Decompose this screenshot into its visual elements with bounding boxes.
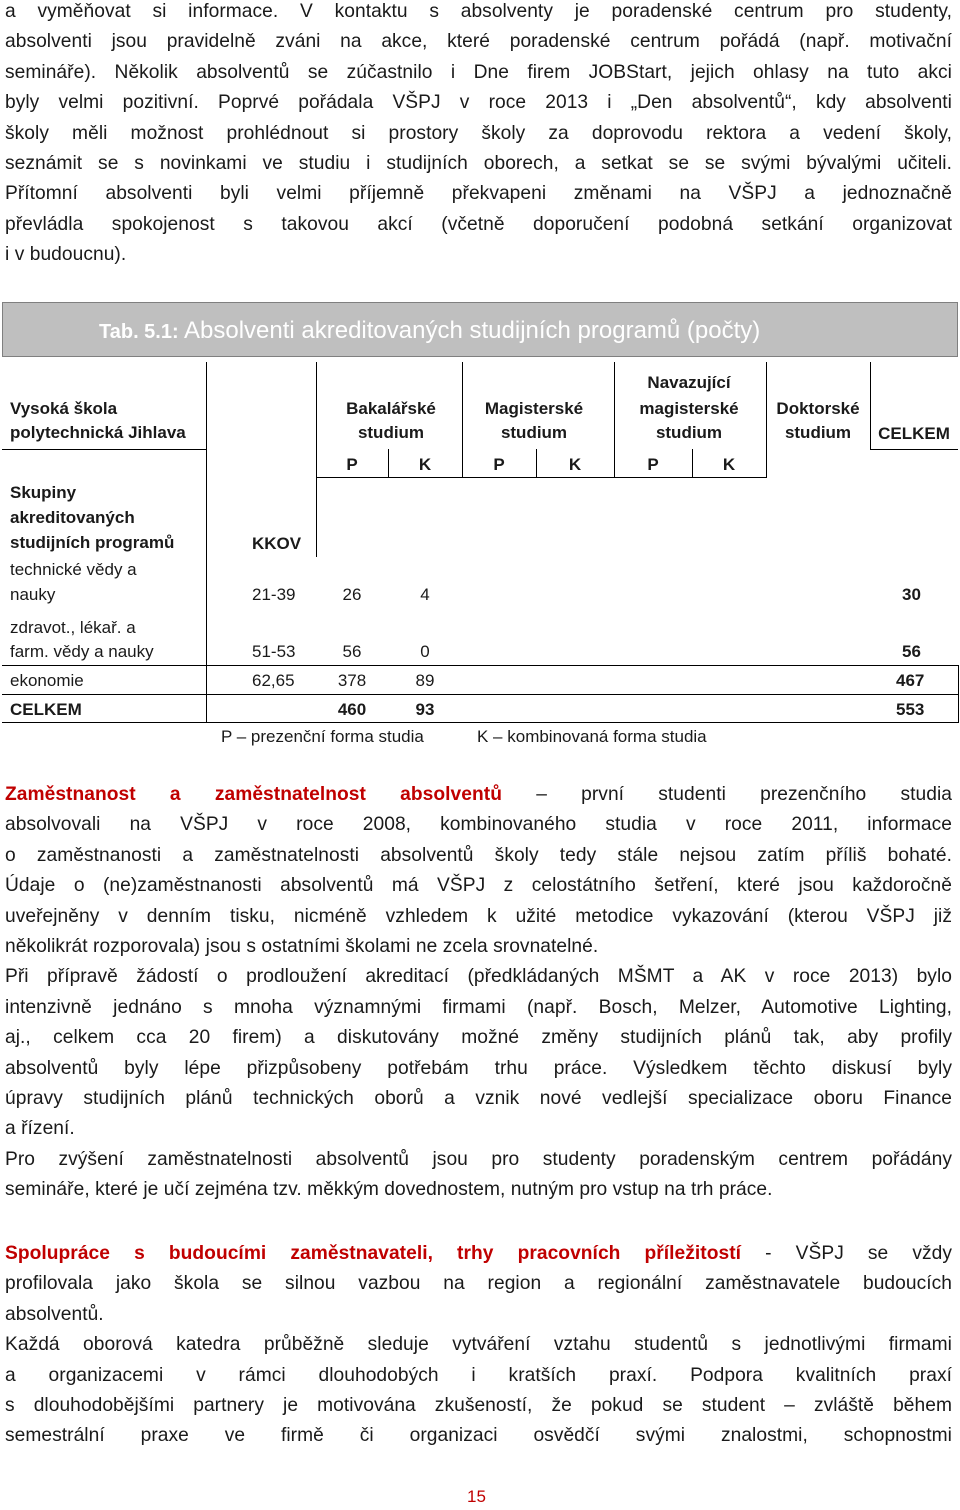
col-master-2: studium [500, 423, 568, 442]
text-line: a organizacemi v rámci dlouhodobých i kratších praxí. Podpora kvalitních praxí [5, 1364, 952, 1386]
text-line: seznámit se s novinkami ve studiu i studijních oborech, a setkat se se svými bývalými učiteli. [5, 152, 952, 174]
table-rule [462, 362, 463, 478]
text-line: uveřejněny v denním tisku, nicméně vzhledem k užité metodice vykazování (kterou VŠPJ již [5, 905, 952, 927]
text-line: Spolupráce s budoucími zaměstnavateli, trhy pracovních příležitostí - VŠPJ se vždy [5, 1243, 952, 1264]
text-line: s dlouhodobějšími partnery je motivována zkušeností, že pokud se student – zvláště během [5, 1394, 952, 1416]
row-technical-bak-p: 26 [342, 585, 362, 604]
text-line: profilovala jako škola se silnou vazbou na region a regionální zaměstnavatele budoucích [5, 1273, 952, 1295]
table-rule [316, 477, 317, 557]
row-economics-bak-p: 378 [337, 671, 367, 690]
table-rule [388, 449, 389, 478]
cooperation-section [5, 1239, 952, 1452]
row-health-bak-k: 0 [420, 642, 430, 661]
text-line: úpravy studijních plánů technických oborů a vznik nové vedlejší specializace oboru Finance [5, 1087, 952, 1109]
institution-name-2: polytechnická Jihlava [10, 423, 186, 442]
legend-k: K – kombinovaná forma studia [477, 727, 707, 746]
table-rule [692, 449, 693, 478]
employment-section [5, 780, 952, 1205]
table-rule [870, 362, 871, 450]
row-technical-total: 30 [902, 585, 921, 604]
text-line: Přítomní absolventi byli velmi příjemně překvapeni změnami na VŠPJ a jednoznačně [5, 183, 952, 205]
text-line: o zaměstnanosti a zaměstnatelnosti absolventů školy tedy stále nejsou zatím příliš bohaté. [5, 844, 952, 866]
kkov-header: KKOV [252, 534, 302, 553]
groups-header-2: akreditovaných [10, 508, 135, 527]
section-heading-cooperation: Spolupráce s budoucími zaměstnavateli, trhy pracovních příležitostí [5, 1243, 742, 1264]
text-line: absolvovali na VŠPJ v roce 2008, kombinovaného studia v roce 2011, informace [5, 814, 952, 836]
text-line: semináře). Několik absolventů se zúčastnilo i Dne firem JOBStart, jejich ohlasy na tuto akci [5, 61, 952, 83]
row-health-name-2: farm. vědy a nauky [10, 642, 154, 661]
table-title-bar [2, 302, 958, 357]
sub-k-follow-up: K [722, 455, 736, 474]
text-line: aj., celkem cca 20 firem) a diskutovány možné změny studijních plánů tak, aby profily [5, 1027, 952, 1049]
text-line: a vyměňovat si informace. V kontaktu s absolventy je poradenské centrum pro studenty, [5, 1, 952, 22]
row-total-bak-p: 460 [337, 700, 367, 719]
row-health-total: 56 [902, 642, 921, 661]
groups-header-3: studijních programů [10, 533, 175, 552]
table-rule [766, 362, 767, 478]
sub-k-bachelor: K [418, 455, 432, 474]
text-line: Zaměstnanost a zaměstnatelnost absolventů – první studenti prezenčního studia [5, 784, 952, 805]
table-rule [206, 362, 207, 722]
text-line: absolventi jsou pravidelně zváni na akce, které poradenské centrum pořádá (např. motivační [5, 31, 952, 53]
table-title [99, 317, 760, 345]
sub-k-master: K [568, 455, 582, 474]
col-bachelor: Bakalářské [346, 399, 436, 418]
row-total-name: CELKEM [10, 700, 82, 719]
row-health-kkov: 51-53 [252, 642, 296, 661]
table-rule [870, 449, 958, 450]
text-line: Při přípravě žádostí o prodloužení akreditací (předkládaných MŠMT a AK v roce 2013) bylo [5, 966, 952, 988]
col-follow-up-master: Navazující [647, 373, 731, 392]
text-line: intenzivně jednáno s mnoha významnými firmami (např. Bosch, Melzer, Automotive Lighting, [5, 996, 952, 1018]
table-rule [2, 665, 958, 666]
institution-name: Vysoká škola [10, 399, 118, 418]
text-line: byly velmi pozitivní. Poprvé pořádala VŠPJ v roce 2013 i „Den absolventů“, kdy absolventi [5, 92, 952, 114]
row-technical-bak-k: 4 [420, 585, 430, 604]
row-total-total: 553 [896, 700, 925, 719]
sub-p-bachelor: P [346, 455, 358, 474]
table-rule [316, 477, 766, 478]
text-line: několikrát rozporovala) jsou s ostatními školami ne zcela srovnatelné. [5, 935, 599, 957]
row-health-name: zdravot., lékař. a [10, 618, 136, 637]
intro-paragraph [5, 0, 952, 271]
table-rule [536, 449, 537, 478]
text-line: absolventů byly lépe přizpůsobeny potřebám trhu práce. Výsledkem těchto diskusí byly [5, 1057, 952, 1079]
table-rule [2, 449, 206, 450]
table-rule [2, 694, 958, 695]
section-heading-employment: Zaměstnanost a zaměstnatelnost absolventů [5, 784, 502, 805]
row-health-bak-p: 56 [342, 642, 362, 661]
text-line: a řízení. [5, 1118, 75, 1140]
row-economics-bak-k: 89 [415, 671, 435, 690]
text-line: absolventů. [5, 1303, 104, 1325]
table-caption: Absolventi akreditovaných studijních programů (počty) [178, 317, 761, 344]
row-technical-name-2: nauky [10, 585, 56, 604]
col-total: CELKEM [878, 424, 950, 443]
col-bachelor-2: studium [357, 423, 425, 442]
row-technical-name: technické vědy a [10, 560, 137, 579]
text-line: Údaje o (ne)zaměstnanosti absolventů má VŠPJ z celostátního šetření, které jsou každoročně [5, 875, 952, 897]
col-master: Magisterské [484, 399, 584, 418]
col-follow-up-master-3: studium [655, 423, 723, 442]
text-line: semestrální praxe ve firmě či organizaci osvědčí svými znalostmi, schopnostmi [5, 1425, 952, 1447]
row-economics-kkov: 62,65 [252, 671, 295, 690]
text-line: semináře, které je učí zejména tzv. měkkým dovednostem, nutným pro vstup na trh práce. [5, 1179, 773, 1201]
row-economics-name: ekonomie [10, 671, 84, 690]
col-doctoral-2: studium [784, 423, 852, 442]
table-rule [958, 665, 959, 723]
groups-header: Skupiny [10, 483, 77, 502]
col-doctoral: Doktorské [776, 399, 860, 418]
page-number: 15 [467, 1487, 486, 1506]
text-line: Pro zvýšení zaměstnatelnosti absolventů jsou pro studenty poradenským centrem pořádány [5, 1148, 952, 1170]
col-follow-up-master-2: magisterské [639, 399, 739, 418]
table-rule [2, 722, 958, 723]
text-line: převládla spokojenost s takovou akcí (včetně doporučení podobná setkání organizovat [5, 213, 952, 235]
sub-p-master: P [493, 455, 505, 474]
text-line: Každá oborová katedra průběžně sleduje vytváření vztahu studentů s jednotlivými firmami [5, 1334, 952, 1356]
row-total-bak-k: 93 [415, 700, 435, 719]
table-number: Tab. 5.1: [99, 321, 179, 343]
text-line: školy měli možnost prohlédnout si prostory školy za doprovodu rektora a vedení školy, [5, 122, 952, 144]
text-line: i v budoucnu). [5, 244, 127, 266]
table-rule [614, 362, 615, 478]
sub-p-follow-up: P [647, 455, 659, 474]
row-economics-total: 467 [896, 671, 925, 690]
legend-p: P – prezenční forma studia [221, 727, 424, 746]
row-technical-kkov: 21-39 [252, 585, 296, 604]
